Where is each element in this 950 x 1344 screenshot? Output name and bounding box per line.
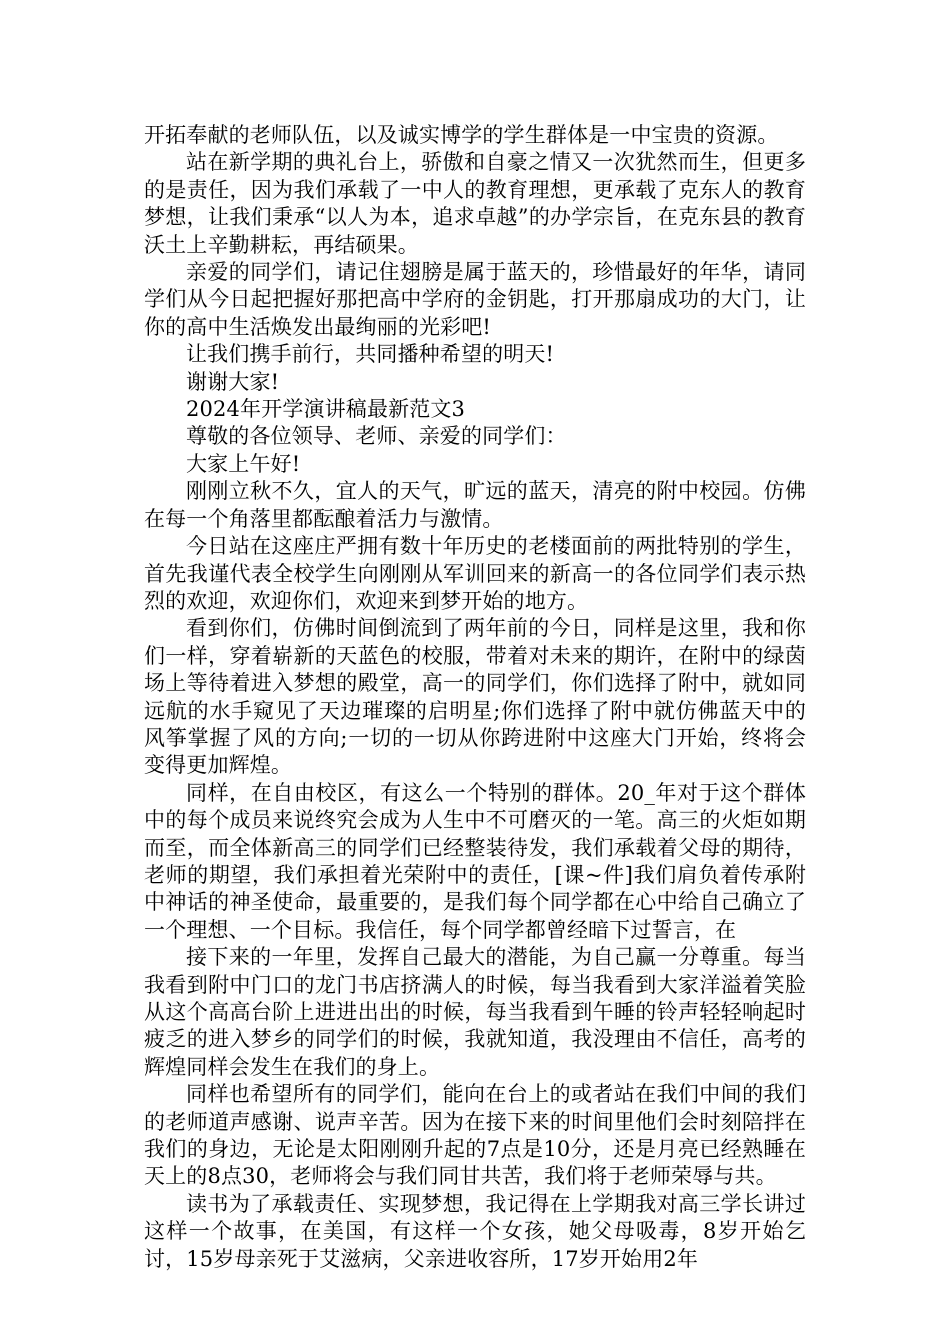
paragraph: 今日站在这座庄严拥有数十年历史的老楼面前的两批特别的学生，首先我谨代表全校学生向刚刚从军训回来的新高一的各位同学们表示热烈的欢迎，欢迎你们，欢迎来到梦开始的地方。	[144, 534, 806, 613]
paragraph: 同样也希望所有的同学们，能向在台上的或者站在我们中间的我们的老师道声感谢、说声辛苦。因为在接下来的时间里他们会时刻陪拌在我们的身边，无论是太阳刚刚升起的7点是10分，还是月亮已经熟睡在天上的8点30，老师将会与我们同甘共苦，我们将于老师荣辱与共。	[144, 1082, 806, 1189]
document-body	[144, 122, 806, 1273]
paragraph: 同样，在自由校区，有这么一个特别的群体。20_年对于这个群体中的每个成员来说终究会成为人生中不可磨灭的一笔。高三的火炬如期而至，而全体新高三的同学们已经整装待发，我们承载着父母的期待，老师的期望，我们承担着光荣附中的责任，[课~件]我们肩负着传承附中神话的神圣使命，最重要的，是我们每个同学都在心中给自己确立了一个理想、一个目标。我信任，每个同学都曾经暗下过誓言，在	[144, 780, 806, 942]
greeting: 大家上午好!	[186, 451, 301, 476]
paragraph-continuation: 开拓奉献的老师队伍，以及诚实博学的学生群体是一中宝贵的资源。	[144, 123, 779, 147]
paragraph: 看到你们，仿佛时间倒流到了两年前的今日，同样是这里，我和你们一样，穿着崭新的天蓝色的校服，带着对未来的期许，在附中的绿茵场上等待着进入梦想的殿堂，高一的同学们，你们选择了附中，就如同远航的水手窥见了天边璀璨的启明星;你们选择了附中就仿佛蓝天中的风筝掌握了风的方向;一切的一切从你跨进附中这座大门开始，终将会变得更加辉煌。	[144, 616, 806, 778]
salutation: 尊敬的各位领导、老师、亲爱的同学们：	[186, 424, 567, 449]
paragraph: 接下来的一年里，发挥自己最大的潜能，为自己赢一分尊重。每当我看到附中门口的龙门书店挤满人的时候，每当我看到大家洋溢着笑脸从这个高高台阶上进进出出的时候，每当我看到午睡的铃声轻轻响起时疲乏的进入梦乡的同学们的时候，我就知道，我没理由不信任，高考的辉煌同样会发生在我们的身上。	[144, 945, 806, 1079]
paragraph: 让我们携手前行，共同播种希望的明天!	[186, 342, 555, 367]
paragraph: 站在新学期的典礼台上，骄傲和自豪之情又一次犹然而生，但更多的是责任，因为我们承载了一中人的教育理想，更承载了克东人的教育梦想，让我们秉承“以人为本，追求卓越”的办学宗旨，在克东县的教育沃土上辛勤耕耘，再结硕果。	[144, 150, 806, 257]
section-title: 2024年开学演讲稿最新范文3	[186, 397, 466, 422]
paragraph: 谢谢大家!	[186, 369, 280, 394]
paragraph: 亲爱的同学们，请记住翅膀是属于蓝天的，珍惜最好的年华，请同学们从今日起把握好那把高中学府的金钥匙，打开那扇成功的大门，让你的高中生活焕发出最绚丽的光彩吧!	[144, 260, 806, 339]
paragraph: 刚刚立秋不久，宜人的天气，旷远的蓝天，清亮的附中校园。仿佛在每一个角落里都酝酿着活力与激情。	[144, 479, 806, 531]
paragraph: 读书为了承载责任、实现梦想，我记得在上学期我对高三学长讲过这样一个故事，在美国，有这样一个女孩，她父母吸毒，8岁开始乞讨，15岁母亲死于艾滋病，父亲进收容所，17岁开始用2年	[144, 1191, 806, 1271]
